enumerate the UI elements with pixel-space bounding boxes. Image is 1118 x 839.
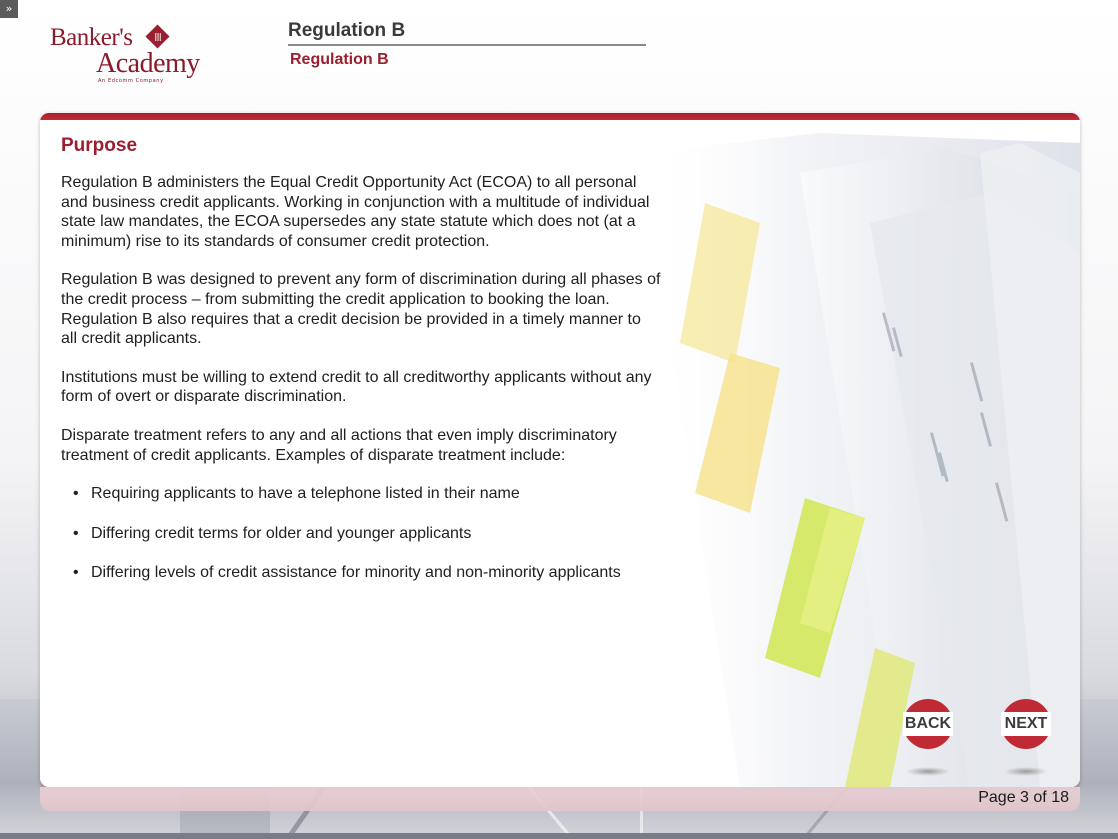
back-button-shadow bbox=[906, 767, 950, 776]
bullet-icon: • bbox=[73, 564, 79, 582]
page-footer bbox=[40, 787, 1080, 811]
expand-menu-button[interactable]: » bbox=[0, 0, 18, 18]
paragraph: Regulation B was designed to prevent any form of discrimination during all phases of the credit process – from submitting the credit application to booking the loan. Regulation B also requires that a credit decision be provided in a timely manner to all credit applicants. bbox=[61, 271, 661, 348]
section-title: Purpose bbox=[61, 135, 138, 156]
list-item-text: Requiring applicants to have a telephone listed in their name bbox=[91, 485, 520, 503]
paragraph: Regulation B administers the Equal Credit Opportunity Act (ECOA) to all personal and business credit applicants. Working in conjunction with a multitude of individual state law mandates, the ECOA supersedes any state statute which does not (at a minimum) rise to its standards of consumer credit protection. bbox=[61, 174, 650, 250]
logo-tagline: An Edcomm Company bbox=[98, 78, 164, 84]
content-panel bbox=[40, 113, 1080, 787]
page-prefix: Page bbox=[978, 789, 1016, 806]
list-item bbox=[61, 563, 621, 583]
list-item bbox=[61, 484, 621, 504]
back-button[interactable] bbox=[903, 699, 953, 749]
bankers-academy-logo bbox=[50, 24, 220, 86]
paragraph: Institutions must be willing to extend credit to all creditworthy applicants without any form of overt or disparate discrimination. bbox=[61, 368, 652, 406]
paragraph: Disparate treatment refers to any and all actions that even imply discriminatory treatment of credit applicants. Examples of disparate treatment include: bbox=[61, 426, 617, 464]
logo-columns-icon: |||| bbox=[154, 32, 161, 41]
list-item bbox=[61, 524, 621, 544]
bullet-icon: • bbox=[73, 485, 79, 503]
course-title: Regulation B bbox=[288, 20, 646, 46]
bg-floor bbox=[0, 833, 1118, 839]
next-button-label: NEXT bbox=[1001, 712, 1051, 736]
logo-word-academy: Academy bbox=[96, 48, 200, 79]
disparate-treatment-list bbox=[61, 484, 691, 583]
page-separator: of bbox=[1033, 789, 1047, 806]
next-button[interactable] bbox=[1001, 699, 1051, 749]
current-page: 3 bbox=[1020, 789, 1029, 806]
logo-word-bankers: Banker's bbox=[50, 24, 133, 51]
module-title: Regulation B bbox=[290, 51, 389, 68]
page-indicator bbox=[978, 789, 1069, 807]
main-content bbox=[61, 135, 691, 603]
page-header bbox=[288, 20, 646, 69]
back-button-label: BACK bbox=[903, 712, 953, 736]
list-item-text: Differing levels of credit assistance for minority and non-minority applicants bbox=[91, 564, 621, 582]
bullet-icon: • bbox=[73, 524, 79, 542]
list-item-text: Differing credit terms for older and younger applicants bbox=[91, 524, 472, 542]
next-button-shadow bbox=[1004, 767, 1048, 776]
total-pages: 18 bbox=[1051, 789, 1069, 806]
